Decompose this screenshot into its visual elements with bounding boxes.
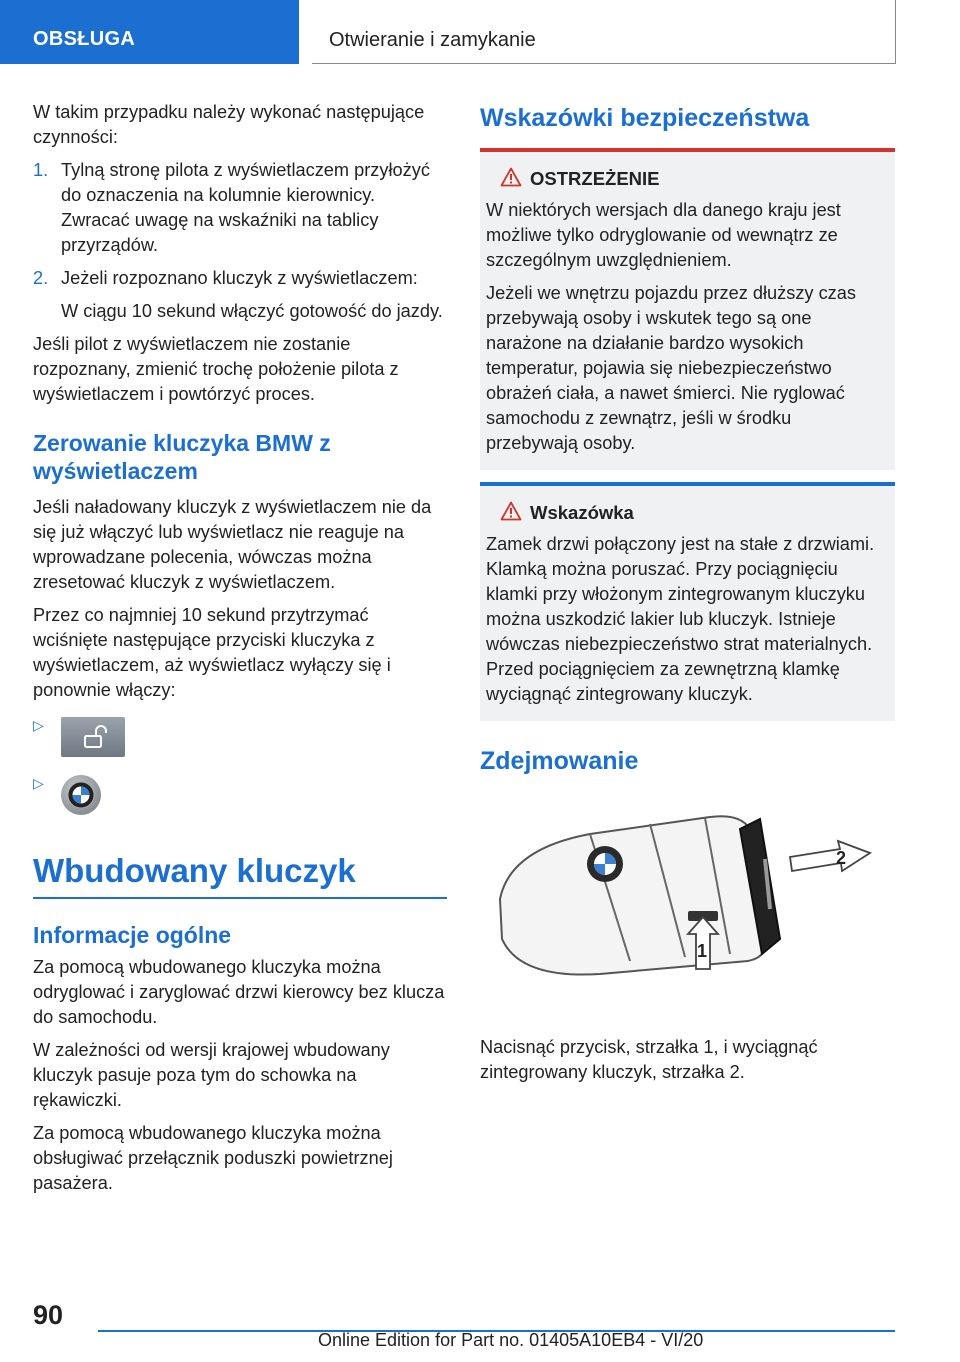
key-removal-figure bbox=[480, 789, 895, 1019]
warning-triangle-icon bbox=[500, 167, 522, 187]
right-column bbox=[480, 100, 895, 1093]
note-triangle-icon bbox=[500, 501, 522, 521]
general-heading: Informacje ogólne bbox=[33, 922, 232, 948]
left-column bbox=[33, 100, 448, 1204]
bullet-triangle-icon: ▷ bbox=[33, 717, 44, 733]
arrow-label-1: 1 bbox=[697, 941, 708, 961]
bmw-button-image bbox=[61, 775, 101, 815]
bmw-logo-icon bbox=[61, 775, 101, 815]
page-number: 90 bbox=[33, 1300, 64, 1330]
note-box bbox=[480, 486, 895, 721]
note-title-text: Wskazówka bbox=[530, 502, 634, 523]
step-2 bbox=[33, 266, 448, 291]
warning-title-text: OSTRZEŻENIE bbox=[530, 168, 660, 189]
bullet-triangle-icon: ▷ bbox=[33, 775, 44, 791]
arrow-label-2: 2 bbox=[836, 848, 847, 868]
button-list-item-bmw bbox=[33, 775, 448, 831]
footer-edition: Online Edition for Part no. 01405A10EB4 - VI/20 bbox=[318, 1330, 704, 1350]
header-chapter-label: Otwieranie i zamykanie bbox=[329, 29, 536, 51]
intro-text: W takim przypadku należy wykonać następujące czynności: bbox=[33, 102, 425, 147]
note-paragraph: Zamek drzwi połączony jest na stałe z drzwiami. Klamką można poruszać. Przy pociągnięciu klamki przy włożonym zintegrowanym kluczyku można uszkodzić lakier lub kluczyk. Istnieje wówczas niebezpieczeństwo strat materialnych. Przed pociągnięciem za zewnętrzną klamkę wyciągnąć zintegrowany kluczyk. bbox=[486, 534, 875, 704]
step-1 bbox=[33, 158, 448, 258]
general-paragraph-2: W zależności od wersji krajowej wbudowany kluczyk pasuje poza tym do schowka na rękawiczki. bbox=[33, 1040, 390, 1110]
after-steps-text: Jeśli pilot z wyświetlaczem nie zostanie rozpoznany, zmienić trochę położenie pilota z wyświetlaczem i powtórzyć proces. bbox=[33, 334, 399, 404]
key-illustration bbox=[480, 789, 895, 1019]
warning-paragraph-2: Jeżeli we wnętrzu pojazdu przez dłuższy czas przebywają osoby i wskutek tego są one narażone na działanie bardzo wysokich temperatur, pojawia się niebezpieczeństwo obrażeń ciała, a nawet śmierci. Nie ryglować samochodu z zewnątrz, jeśli w środku przebywają osoby. bbox=[486, 283, 856, 453]
removal-heading: Zdejmowanie bbox=[480, 747, 639, 775]
builtin-key-heading: Wbudowany kluczyk bbox=[33, 852, 356, 889]
reset-paragraph-2: Przez co najmniej 10 sekund przytrzymać wciśnięte następujące przyciski kluczyka z wyświetlaczem, aż wyświetlacz wyłączy się i ponownie włączy: bbox=[33, 605, 391, 700]
reset-heading: Zerowanie kluczyka BMW z wyświetlaczem bbox=[33, 430, 331, 484]
section-divider bbox=[33, 897, 447, 899]
reset-paragraph-1: Jeśli naładowany kluczyk z wyświetlaczem nie da się już włączyć lub wyświetlacz nie reaguje na wprowadzane polecenia, wówczas można zresetować kluczyk z wyświetlaczem. bbox=[33, 497, 432, 592]
warning-box bbox=[480, 152, 895, 470]
unlock-icon bbox=[61, 717, 125, 757]
figure-caption: Nacisnąć przycisk, strzałka 1, i wyciągnąć zintegrowany kluczyk, strzałka 2. bbox=[480, 1037, 818, 1082]
button-list-item-lock bbox=[33, 717, 448, 767]
safety-heading: Wskazówki bezpieczeństwa bbox=[480, 104, 810, 132]
unlock-button-image bbox=[61, 717, 125, 757]
note-title bbox=[486, 500, 887, 526]
warning-title bbox=[486, 166, 887, 192]
step-number: 1. bbox=[33, 160, 49, 180]
header-section-label: OBSŁUGA bbox=[33, 28, 136, 50]
step-text: Tylną stronę pilota z wyświetlaczem przyłożyć do oznaczenia na kolumnie kierownicy. Zwracać uwagę na wskaźniki na tablicy przyrządów. bbox=[61, 160, 430, 255]
warning-paragraph-1: W niektórych wersjach dla danego kraju jest możliwe tylko odryglowanie od wewnątrz ze szczególnym uwzględnieniem. bbox=[486, 200, 841, 270]
step-2-sub: W ciągu 10 sekund włączyć gotowość do jazdy. bbox=[61, 301, 443, 321]
general-paragraph-1: Za pomocą wbudowanego kluczyka można odryglować i zaryglować drzwi kierowcy bez klucza do samochodu. bbox=[33, 957, 445, 1027]
step-number: 2. bbox=[33, 268, 49, 288]
step-text: Jeżeli rozpoznano kluczyk z wyświetlaczem: bbox=[61, 268, 418, 288]
header-section-tab bbox=[0, 0, 299, 64]
general-paragraph-3: Za pomocą wbudowanego kluczyka można obsługiwać przełącznik poduszki powietrznej pasażera. bbox=[33, 1123, 393, 1193]
header-chapter-tab bbox=[312, 0, 896, 64]
